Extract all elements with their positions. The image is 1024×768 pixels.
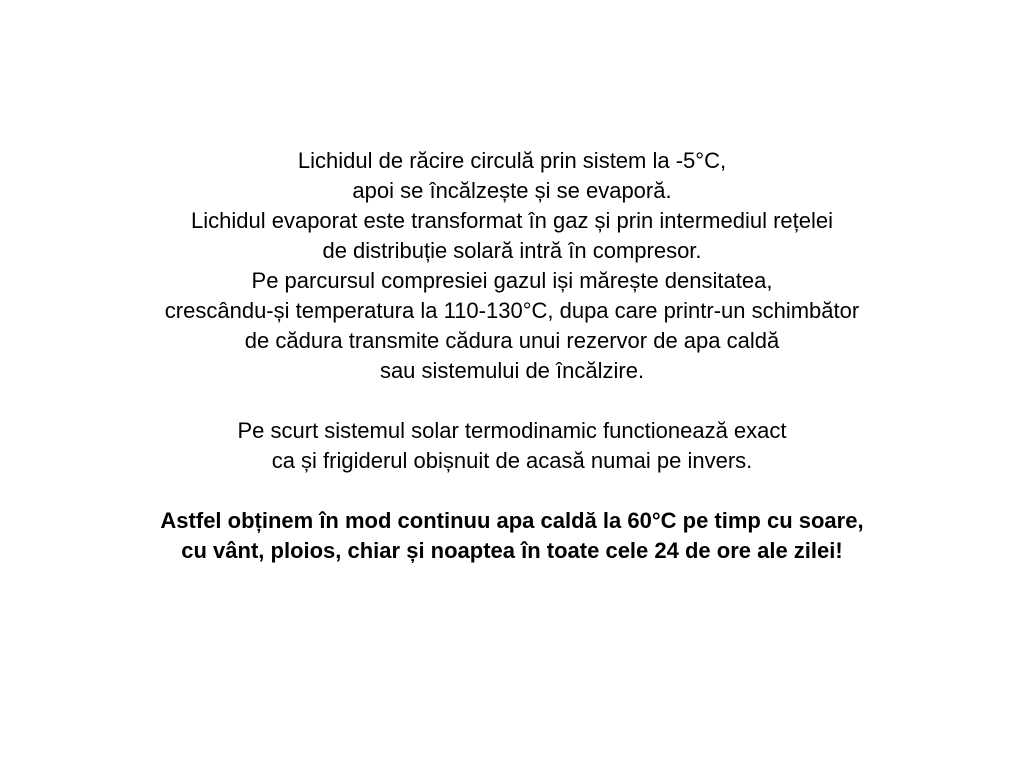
paragraph-process-description: [0, 146, 1024, 386]
text-line: Pe scurt sistemul solar termodinamic functionează exact: [237, 418, 787, 443]
text-line: de cădura transmite cădura unui rezervor de apa caldă: [244, 328, 780, 353]
text-line: Lichidul de răcire circulă prin sistem la -5°C,: [297, 148, 727, 173]
text-line: Pe parcursul compresiei gazul iși mărește densitatea,: [251, 268, 773, 293]
paragraph-spacer: [0, 386, 1024, 416]
text-line-bold: Astfel obținem în mod continuu apa caldă la 60°C pe timp cu soare,: [160, 508, 864, 533]
text-line: ca și frigiderul obișnuit de acasă numai pe invers.: [271, 448, 753, 473]
text-line: Lichidul evaporat este transformat în gaz și prin intermediul rețelei: [191, 208, 833, 233]
text-line: apoi se încălzește și se evaporă.: [352, 178, 672, 203]
text-line: de distribuție solară intră în compresor.: [322, 238, 702, 263]
paragraph-conclusion: [0, 506, 1024, 566]
paragraph-summary: [0, 416, 1024, 476]
text-line: crescându-și temperatura la 110-130°C, dupa care printr-un schimbător: [164, 298, 860, 323]
slide-text: [0, 146, 1024, 566]
text-line: sau sistemului de încălzire.: [379, 358, 645, 383]
paragraph-spacer: [0, 476, 1024, 506]
text-line-bold: cu vânt, ploios, chiar și noaptea în toate cele 24 de ore ale zilei!: [181, 538, 843, 563]
